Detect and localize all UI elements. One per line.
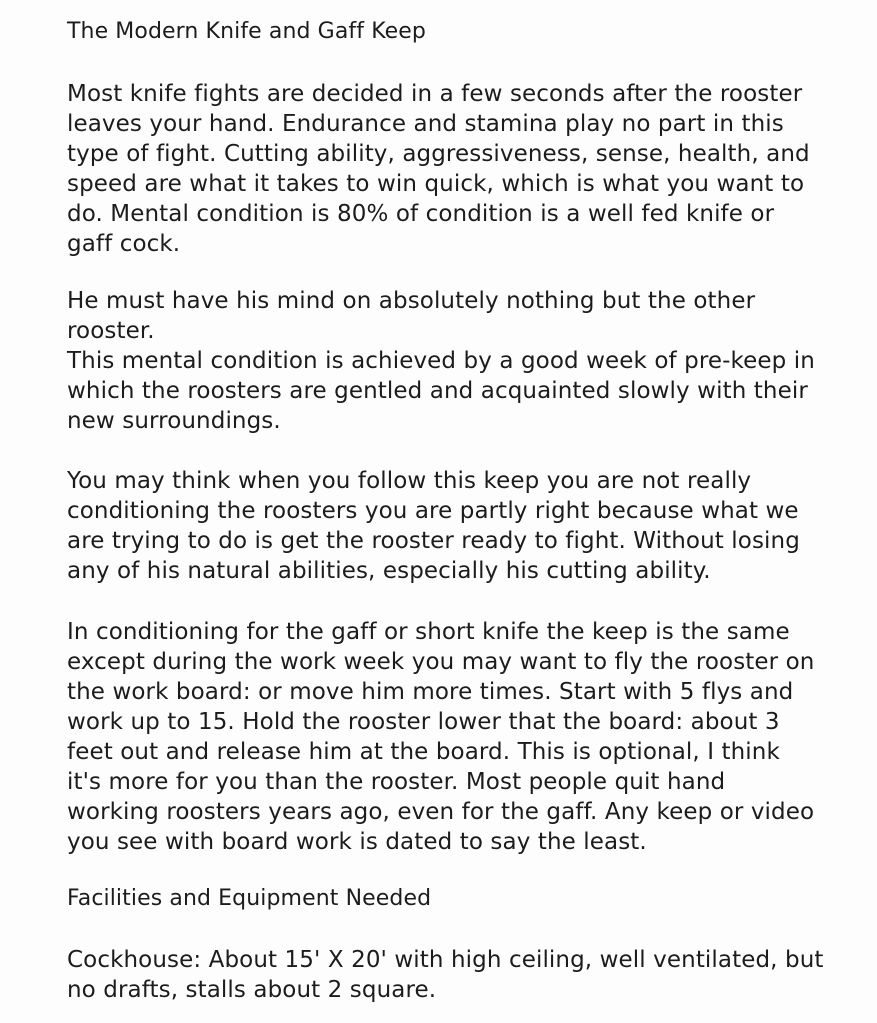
document-title: The Modern Knife and Gaff Keep [67,19,426,44]
text-line: except during the work week you may want to fly the rooster on [67,649,815,675]
text-line: Most knife fights are decided in a few seconds after the rooster [67,81,803,107]
text-line: type of fight. Cutting ability, aggressiveness, sense, health, and [67,141,810,167]
paragraph-cockhouse [67,945,872,1005]
paragraph-intro [67,79,872,259]
text-line: you see with board work is dated to say the least. [67,829,647,855]
text-line: This mental condition is achieved by a good week of pre-keep in [67,348,815,374]
text-line: any of his natural abilities, especially his cutting ability. [67,558,711,584]
paragraph-gaff-keep [67,617,872,857]
text-line: In conditioning for the gaff or short knife the keep is the same [67,619,790,645]
text-line: feet out and release him at the board. This is optional, I think [67,739,780,765]
text-line: rooster. [67,318,155,344]
paragraph-mental-condition [67,286,872,436]
text-line: He must have his mind on absolutely nothing but the other [67,288,756,314]
section-heading: Facilities and Equipment Needed [67,886,432,911]
text-line: conditioning the roosters you are partly right because what we [67,498,799,524]
text-line: Cockhouse: About 15' X 20' with high ceiling, well ventilated, but [67,947,824,973]
text-line: do. Mental condition is 80% of condition is a well fed knife or [67,201,775,227]
text-line: work up to 15. Hold the rooster lower that the board: about 3 [67,709,780,735]
text-line: You may think when you follow this keep you are not really [67,468,752,494]
text-line: working roosters years ago, even for the gaff. Any keep or video [67,799,815,825]
text-line: no drafts, stalls about 2 square. [67,977,437,1003]
text-line: new surroundings. [67,408,281,434]
text-line: it's more for you than the rooster. Most people quit hand [67,769,726,795]
text-line: the work board: or move him more times. Start with 5 flys and [67,679,794,705]
text-line: which the roosters are gentled and acquainted slowly with their [67,378,808,404]
text-line: speed are what it takes to win quick, which is what you want to [67,171,805,197]
paragraph-conditioning [67,466,872,586]
text-line: are trying to do is get the rooster ready to fight. Without losing [67,528,800,554]
text-line: leaves your hand. Endurance and stamina play no part in this [67,111,784,137]
text-line: gaff cock. [67,231,181,257]
